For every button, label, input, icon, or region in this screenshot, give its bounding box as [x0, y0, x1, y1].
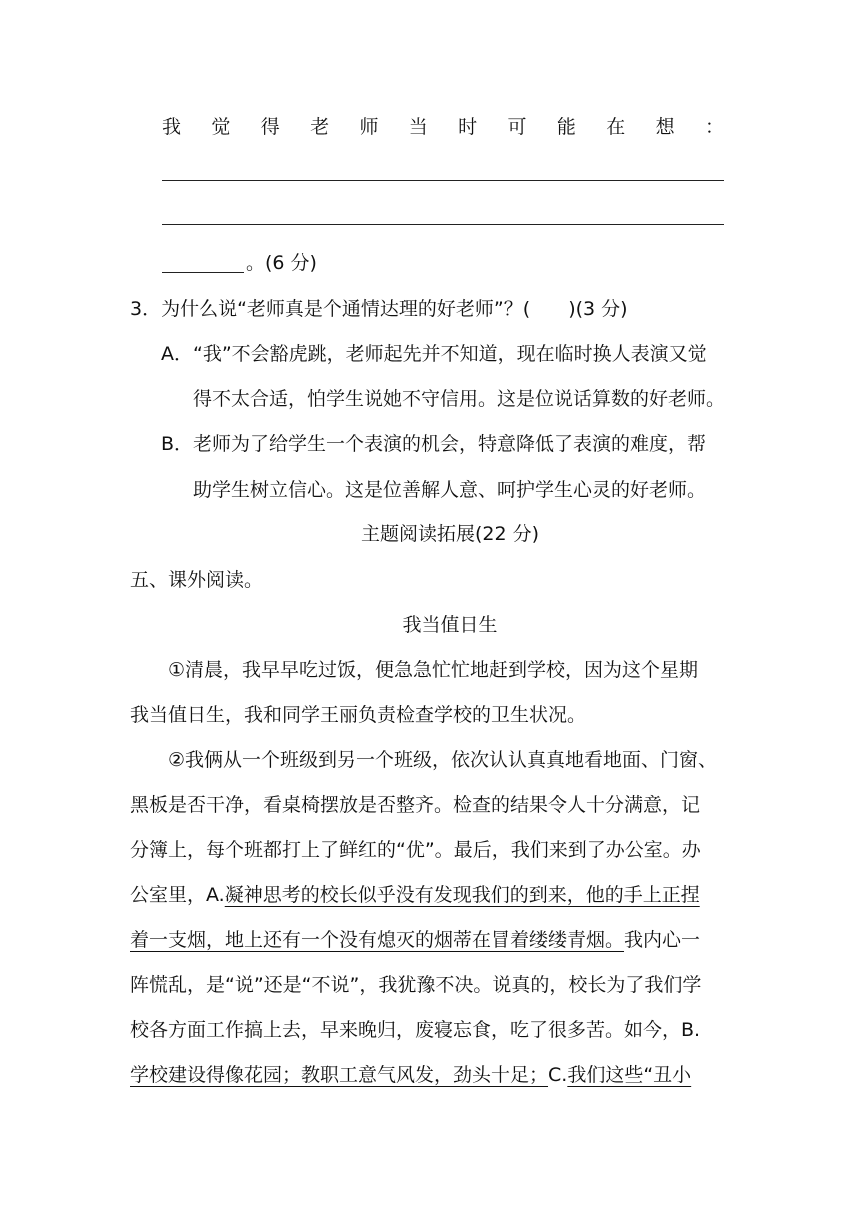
marker-c: C. — [548, 1064, 568, 1086]
paragraph-1-line-1: ①清晨，我早早吃过饭，便急急忙忙地赶到学校，因为这个星期 — [168, 659, 699, 681]
think-prompt-char: ： — [704, 116, 724, 138]
part-5-heading: 五、课外阅读。 — [130, 569, 264, 591]
underlined-sentence-a-cont: 着一支烟，地上还有一个没有熄灭的烟蒂在冒着缕缕青烟。 — [130, 929, 625, 951]
paragraph-2-line-2: 黑板是否干净，看桌椅摆放是否整齐。检查的结果令人十分满意，记 — [130, 794, 701, 816]
paragraph-2-line-3: 分簿上，每个班都打上了鲜红的“优”。最后，我们来到了办公室。办 — [130, 839, 701, 861]
option-b-line-2: 助学生树立信心。这是位善解人意、呵护学生心灵的好老师。 — [193, 479, 707, 501]
underlined-sentence-a: 凝神思考的校长似乎没有发现我们的到来，他的手上正捏 — [224, 884, 700, 906]
think-prompt-char: 在 — [606, 116, 626, 138]
underlined-sentence-b: 学校建设得像花园；教职工意气风发，劲头十足； — [130, 1064, 549, 1086]
paragraph-1-line-2: 我当值日生，我和同学王丽负责检查学校的卫生状况。 — [130, 704, 587, 726]
paragraph-2-line-5 — [130, 926, 730, 954]
think-prompt-char: 老 — [310, 116, 330, 138]
option-a-line-1: A．“我”不会豁虎跳，老师起先并不知道，现在临时换人表演又觉 — [161, 343, 707, 365]
paragraph-2-line-7: 校各方面工作搞上去，早来晚归，废寝忘食，吃了很多苦。如今，B. — [130, 1019, 701, 1041]
think-prompt-char: 时 — [458, 116, 478, 138]
answer-line-3 — [162, 249, 762, 277]
option-a-line-2: 得不太合适，怕学生说她不守信用。这是位说话算数的好老师。 — [193, 388, 726, 410]
option-b-line-1: B．老师为了给学生一个表演的机会，特意降低了表演的难度，帮 — [161, 433, 707, 455]
text-after-a: 我内心一 — [624, 929, 701, 951]
think-prompt-char: 当 — [408, 116, 428, 138]
think-prompt-char: 觉 — [211, 116, 231, 138]
marker-a: 公室里，A. — [130, 884, 225, 906]
answer-line-1 — [162, 180, 724, 181]
paragraph-2-line-8 — [130, 1061, 730, 1089]
think-prompt-char: 师 — [359, 116, 379, 138]
answer-blank — [162, 252, 244, 273]
section-title: 主题阅读拓展(22 分) — [360, 523, 540, 545]
think-prompt — [162, 113, 724, 141]
paragraph-2-line-4 — [130, 881, 730, 909]
question-3-stem: 3．为什么说“老师真是个通情达理的好老师”？( )(3 分) — [130, 298, 628, 320]
paragraph-2-line-1: ②我俩从一个班级到另一个班级，依次认认真真地看地面、门窗、 — [168, 749, 718, 771]
think-prompt-char: 得 — [260, 116, 280, 138]
score-text: 。(6 分) — [246, 252, 317, 274]
think-prompt-char: 可 — [507, 116, 527, 138]
think-prompt-char: 想 — [655, 116, 675, 138]
paragraph-2-line-6: 阵慌乱，是“说”还是“不说”，我犹豫不决。说真的，校长为了我们学 — [130, 974, 702, 996]
think-prompt-char: 能 — [556, 116, 576, 138]
article-title: 我当值日生 — [402, 614, 498, 636]
underlined-sentence-c: 我们这些“丑小 — [567, 1064, 692, 1086]
think-prompt-char: 我 — [162, 116, 182, 138]
answer-line-2 — [162, 224, 724, 225]
